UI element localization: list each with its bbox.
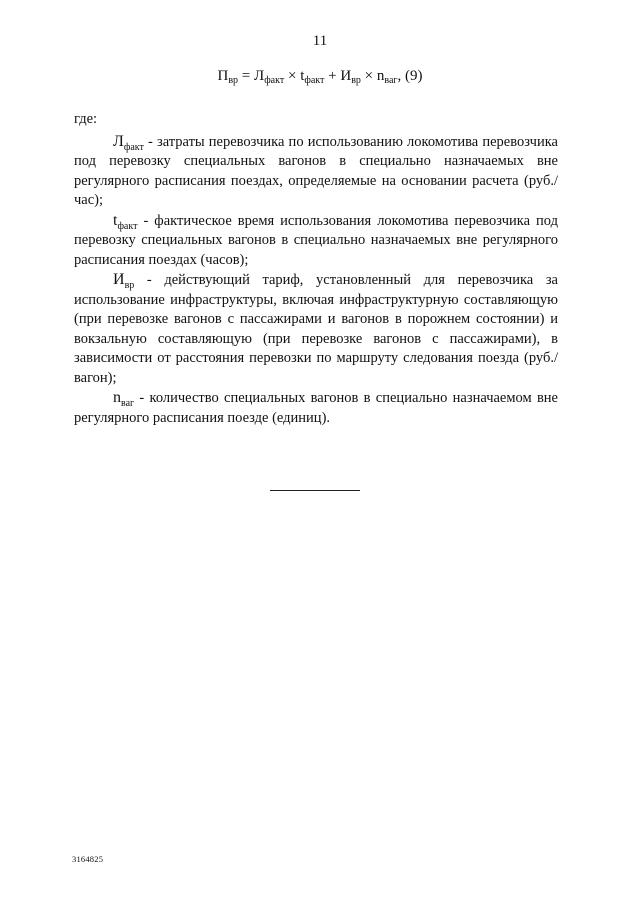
- definition-text: - фактическое время использования локомотива перевозчика под перевозку специальных вагонов в специально назначаемых вне регулярного расписания поездах (часов);: [74, 212, 558, 268]
- formula-term-time-subscript: факт: [304, 75, 325, 86]
- document-code: 3164825: [72, 854, 104, 864]
- formula-term-tariff: И: [340, 68, 352, 84]
- definition-actual-time: [74, 211, 558, 271]
- formula-equals: =: [238, 68, 255, 84]
- definition-symbol: t: [113, 211, 118, 229]
- definition-symbol-subscript: ваг: [121, 398, 135, 409]
- definition-symbol-subscript: вр: [124, 280, 135, 291]
- formula-term-tariff-subscript: вр: [351, 75, 361, 86]
- formula-9: [0, 68, 640, 85]
- where-label: где:: [74, 111, 98, 127]
- definition-locomotive-cost: [74, 132, 558, 211]
- formula-term-locomotive-cost: Л: [254, 68, 265, 84]
- definition-symbol-subscript: факт: [117, 220, 138, 232]
- formula-term-wagon-count: n: [376, 68, 385, 84]
- definition-text: - действующий тариф, установленный для перевозчика за использование инфраструктуры, включая инфраструктурную составляющую (при перевозке вагонов с пассажирами и вагонов в порожнем состоянии) и вокзальную составляющую (при перевозке вагонов с пассажирами), в зависимости от расстояния перевозки по маршруту следования поезда (руб./вагон);: [74, 272, 558, 386]
- formula-multiply: ×: [284, 68, 301, 84]
- definition-wagon-count: [74, 388, 558, 428]
- definition-text: - количество специальных вагонов в специально назначаемом вне регулярного расписания поезде (единиц).: [74, 390, 558, 426]
- formula-term-wagon-count-subscript: ваг: [384, 75, 398, 86]
- definition-tariff: [74, 270, 558, 388]
- definition-symbol: И: [113, 271, 125, 288]
- formula-plus: +: [324, 68, 341, 84]
- formula-number: , (9): [397, 68, 423, 84]
- formula-term-time: t: [300, 68, 305, 84]
- end-of-document-line: [270, 490, 360, 491]
- page-number: 11: [312, 33, 328, 49]
- formula-lhs-subscript: вр: [228, 75, 239, 86]
- formula-term-locomotive-cost-subscript: факт: [264, 75, 285, 86]
- definition-symbol-subscript: факт: [123, 141, 144, 153]
- definition-symbol: Л: [113, 132, 124, 150]
- definition-symbol: n: [113, 389, 121, 406]
- formula-multiply: ×: [360, 68, 377, 84]
- formula-lhs: П: [217, 68, 229, 84]
- definition-text: - затраты перевозчика по использованию локомотива перевозчика под перевозку специальных вагонов в специально назначаемых вне регулярного расписания поездах, определяемые на основании расчета (руб./час);: [74, 133, 558, 208]
- definitions-block: [74, 110, 558, 428]
